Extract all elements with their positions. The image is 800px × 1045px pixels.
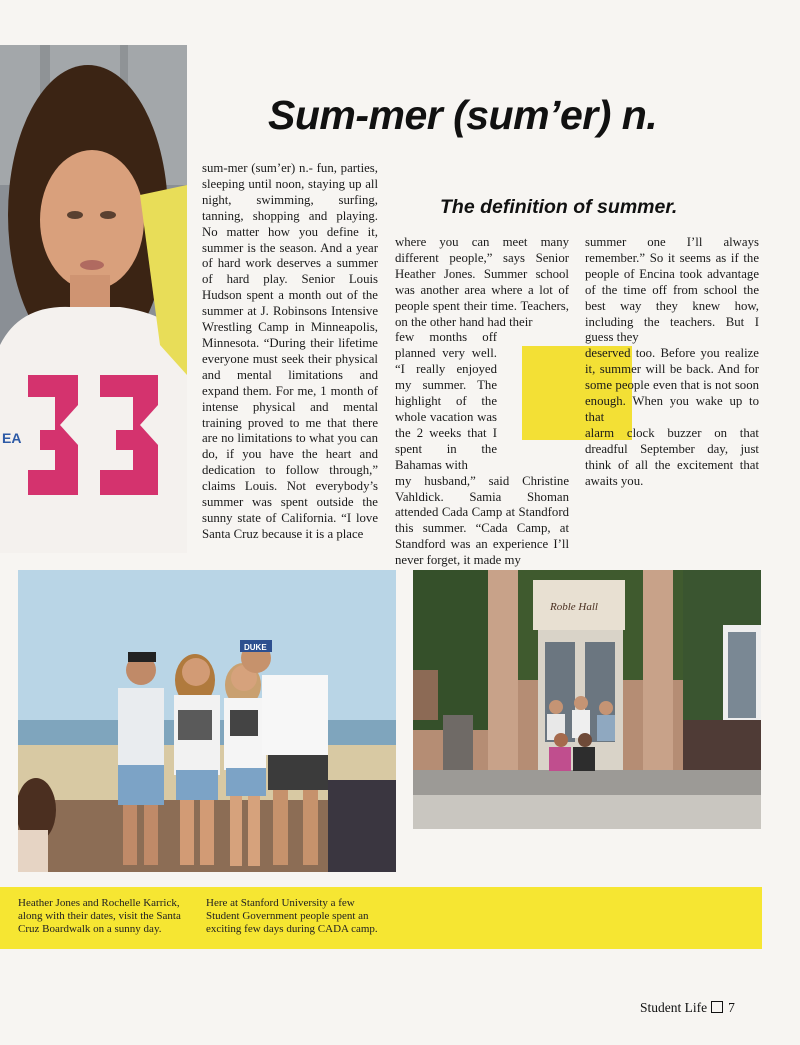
article-text: few months off planned very well. “I really enjoyed my summer. The highlight of the whole vacation was the 2 weeks that I spent in the Bahamas with — [395, 330, 497, 472]
cap-logo-text: DUKE — [244, 643, 267, 652]
article-text: alarm clock buzzer on that dreadful September day, just think of all the excitement that awaits you. — [585, 425, 759, 488]
page-footer — [640, 1000, 735, 1016]
article-text: deserved too. Before you realize it, summer will be back. And for some people even that is not soon enough. When you wake up to that — [585, 346, 759, 424]
article-text: my husband,” said Christine Vahldick. Samia Shoman attended Cada Camp at Standford this summer. “Cada Camp, at Standford was an experience I’ll never forget, it made my — [395, 473, 569, 568]
photo-caption-left: Heather Jones and Rochelle Karrick, along with their dates, visit the Santa Cruz Boardwalk on a sunny day. — [18, 897, 181, 935]
page-title: Sum-mer (sum’er) n. — [268, 92, 658, 138]
portrait-photo — [0, 45, 187, 553]
article-text: summer one I’ll always remember.” So it seems as if the people of Encina took advantage of the time off from school the best way they knew how, including the teachers. But I guess they — [585, 235, 759, 345]
page-subtitle: The definition of summer. — [440, 196, 678, 218]
roble-hall-photo — [413, 570, 761, 829]
section-name: Student Life — [640, 1000, 708, 1015]
square-icon — [711, 1001, 723, 1013]
page-number: 7 — [728, 1000, 735, 1015]
article-column-3 — [585, 235, 759, 490]
photo-caption-right: Here at Stanford University a few Student Government people spent an exciting few days during CADA camp. — [206, 897, 378, 935]
article-column-1 — [202, 161, 378, 543]
boardwalk-photo — [18, 570, 396, 872]
svg-text:EA: EA — [2, 430, 22, 446]
article-text: where you can meet many different people,” says Senior Heather Jones. Summer school was another area where a lot of people spent their time. Teachers, on the other hand had their — [395, 235, 569, 329]
roble-hall-sign: Roble Hall — [550, 601, 598, 613]
article-text: sum-mer (sum’er) n.- fun, parties, sleeping until noon, staying up all night, swimming, surfing, tanning, shopping and playing. No matter how you define it, summer is the season. And a year of hard work deserves a summer of hard play. Senior Louis Hudson spent a month out of the summer at J. Robinsons Intensive Wrestling Camp in Minneapolis, Minnesota. “During their lifetime everyone must seek their physical and mental limitations and expand them. For me, 1 month of intense physical and mental training proved to me that there are no limitations to what you can do, if you have the heart and dedication to follow through,” claims Louis. Not everybody’s summer was spent outside the sunny state of California. “I love Santa Cruz because it is a place — [202, 161, 378, 541]
